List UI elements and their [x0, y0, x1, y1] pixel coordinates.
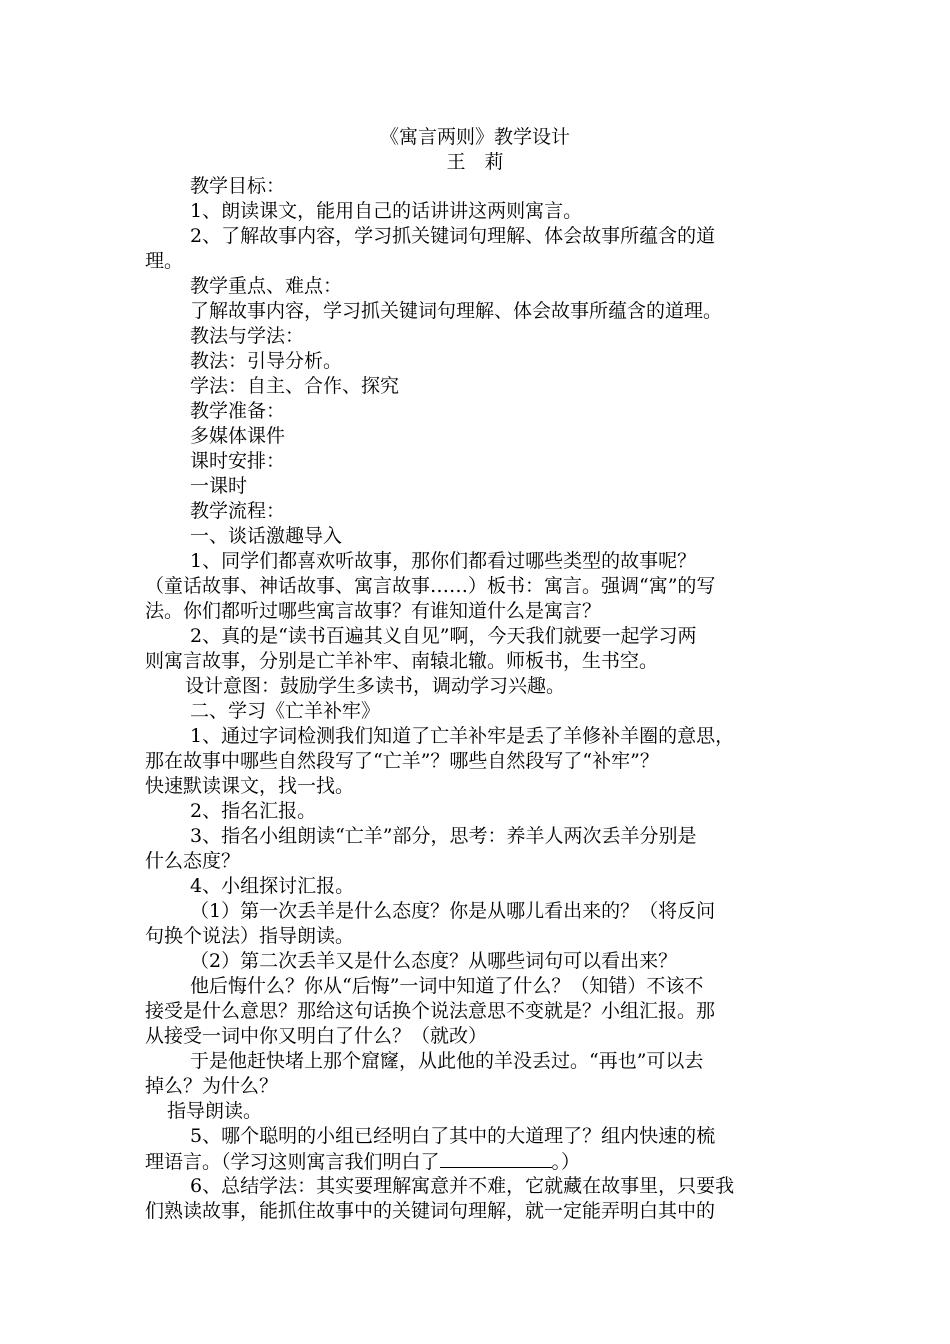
paragraph-line: 教学流程： — [190, 500, 286, 522]
paragraph-line: 设计意图：鼓励学生多读书，调动学习兴趣。 — [185, 675, 566, 697]
paragraph-line: 句换个说法）指导朗读。 — [145, 925, 355, 947]
paragraph-line-with-blank — [145, 1149, 580, 1173]
paragraph-text: 。） — [551, 1151, 581, 1173]
paragraph-line: 3、指名小组朗读“亡羊”部分，思考：养羊人两次丢羊分别是 — [190, 825, 697, 847]
paragraph-line: 一、谈话激趣导入 — [190, 525, 343, 547]
paragraph-line: 课时安排： — [190, 450, 286, 472]
paragraph-line: 教法：引导分析。 — [190, 350, 343, 372]
paragraph-line: 2、真的是“读书百遍其义自见”啊，今天我们就要一起学习两 — [190, 625, 697, 647]
paragraph-line: 那在故事中哪些自然段写了“亡羊”？哪些自然段写了“补牢”？ — [145, 750, 659, 772]
paragraph-line: 2、了解故事内容，学习抓关键词句理解、体会故事所蕴含的道 — [190, 225, 716, 247]
paragraph-line: 1、通过字词检测我们知道了亡羊补牢是丢了羊修补羊圈的意思， — [190, 725, 735, 747]
document-title: 《寓言两则》教学设计 — [379, 126, 570, 148]
paragraph-line: 2、指名汇报。 — [190, 800, 317, 822]
paragraph-line: 1、同学们都喜欢听故事，那你们都看过哪些类型的故事呢？ — [190, 550, 697, 572]
paragraph-line: 法。你们都听过哪些寓言故事？有谁知道什么是寓言？ — [145, 600, 602, 622]
paragraph-line: 快速默读课文，找一找。 — [145, 775, 355, 797]
paragraph-line: 了解故事内容，学习抓关键词句理解、体会故事所蕴含的道理。 — [190, 300, 723, 322]
paragraph-line: 他后悔什么？你从“后悔”一词中知道了什么？（知错）不该不 — [190, 975, 704, 997]
paragraph-line: （2）第二次丢羊又是什么态度？从哪些词句可以看出来？ — [190, 950, 678, 972]
paragraph-line: 教学准备： — [190, 400, 286, 422]
paragraph-line: 4、小组探讨汇报。 — [190, 875, 355, 897]
paragraph-line: 教学重点、难点： — [190, 275, 343, 297]
paragraph-line: 什么态度？ — [145, 850, 241, 872]
fill-in-blank — [440, 1149, 552, 1168]
paragraph-line: 于是他赶快堵上那个窟窿，从此他的羊没丢过。“再也”可以去 — [190, 1050, 704, 1072]
paragraph-line: 一课时 — [190, 475, 248, 497]
paragraph-line: 指导朗读。 — [167, 1100, 263, 1122]
paragraph-line: （1）第一次丢羊是什么态度？你是从哪儿看出来的？（将反问 — [190, 900, 716, 922]
document-author: 王 莉 — [446, 151, 504, 173]
paragraph-line: 教学目标： — [190, 175, 286, 197]
paragraph-line: 6、总结学法：其实要理解寓意并不难，它就藏在故事里，只要我 — [190, 1175, 735, 1197]
paragraph-line: 1、朗读课文，能用自己的话讲讲这两则寓言。 — [190, 200, 583, 222]
paragraph-line: （童话故事、神话故事、寓言故事……）板书：寓言。强调“寓”的写 — [145, 575, 716, 597]
paragraph-line: 掉么？为什么？ — [145, 1075, 279, 1097]
paragraph-line: 则寓言故事，分别是亡羊补牢、南辕北辙。师板书，生书空。 — [145, 650, 659, 672]
paragraph-line: 接受是什么意思？那给这句话换个说法意思不变就是？小组汇报。那 — [145, 1000, 716, 1022]
paragraph-line: 5、哪个聪明的小组已经明白了其中的大道理了？组内快速的梳 — [190, 1125, 716, 1147]
paragraph-text: 理语言。（学习这则寓言我们明白了 — [145, 1151, 440, 1173]
paragraph-line: 学法：自主、合作、探究 — [190, 375, 400, 397]
paragraph-line: 理。 — [145, 250, 184, 272]
paragraph-line: 教法与学法： — [190, 325, 305, 347]
paragraph-line: 从接受一词中你又明白了什么？（就改） — [145, 1025, 488, 1047]
paragraph-line: 二、学习《亡羊补牢》 — [190, 700, 381, 722]
paragraph-line: 们熟读故事，能抓住故事中的关键词句理解，就一定能弄明白其中的 — [145, 1200, 716, 1222]
paragraph-line: 多媒体课件 — [190, 425, 286, 447]
